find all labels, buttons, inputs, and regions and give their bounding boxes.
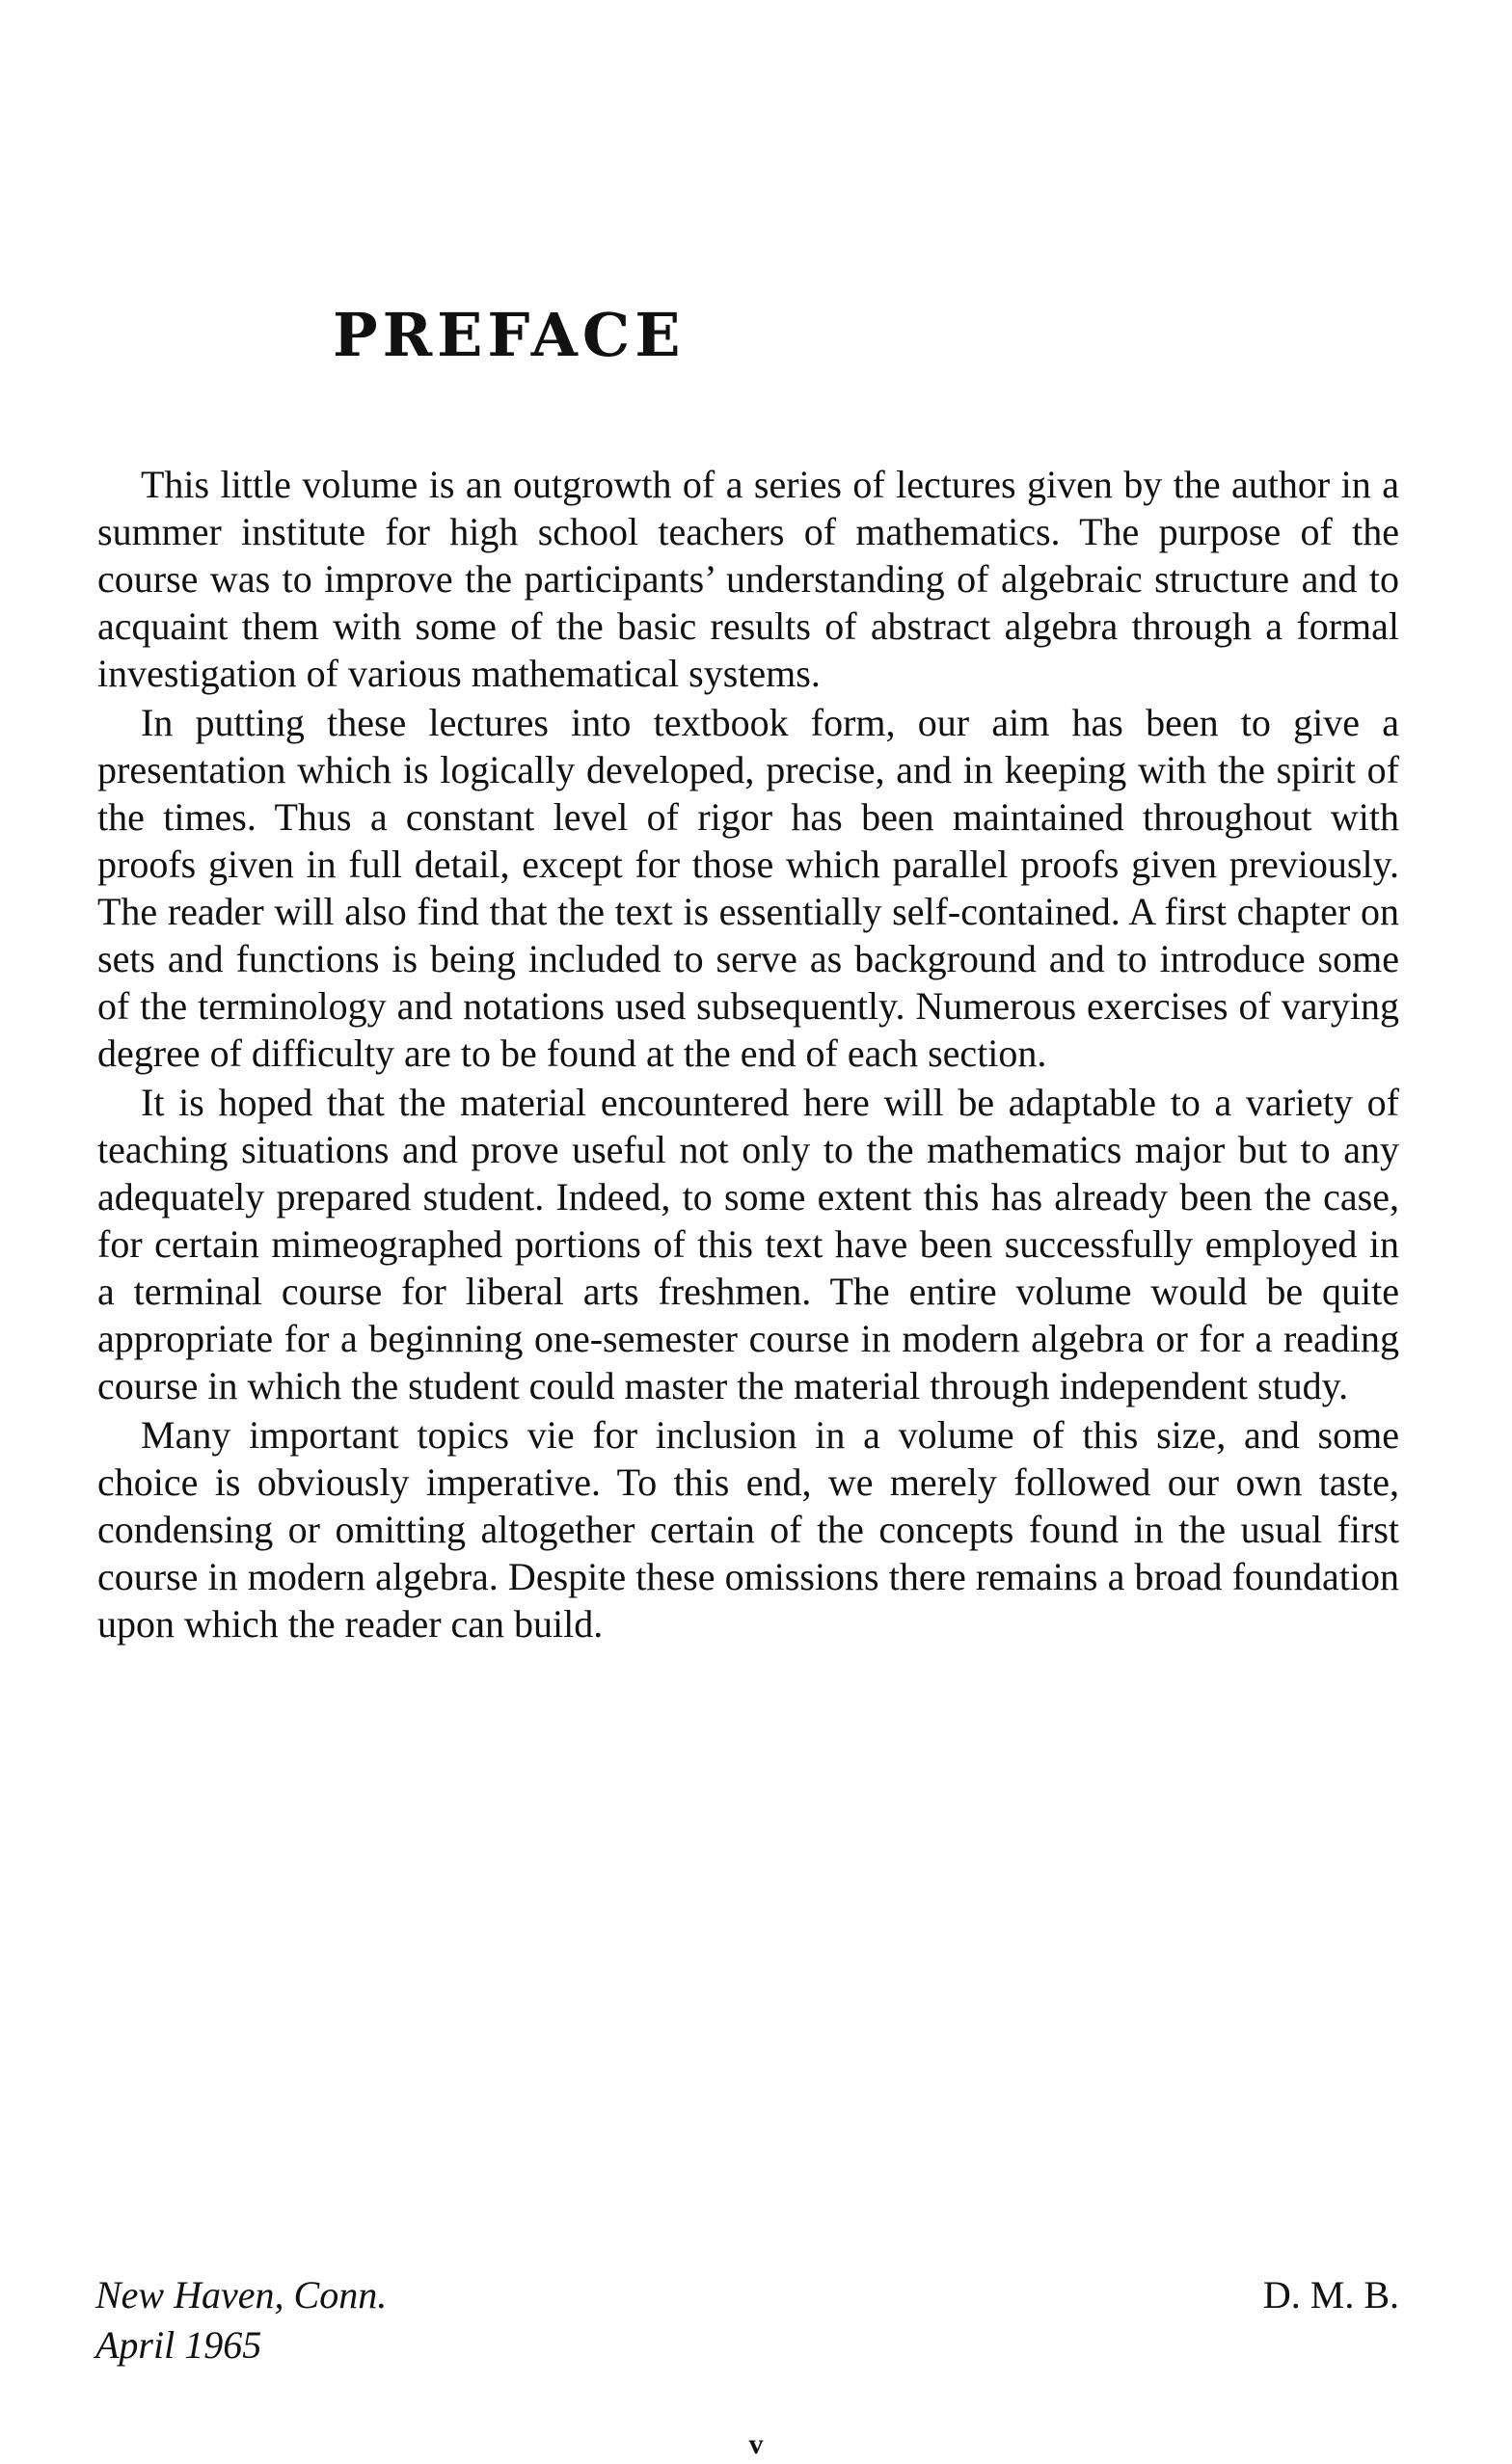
signature-date: April 1965 <box>95 2323 262 2367</box>
paragraph: In putting these lectures into textbook form, our aim has been to give a presentation which is logically developed, precise, and in keeping with the spirit of the times. Thus a constant level of rigor has been maintained throughout with proofs given in full detail, except for those which parallel proofs given previously. The reader will also find that the text is essentially self-contained. A first chapter on sets and functions is being included to serve as background and to introduce some of the terminology and notations used subsequently. Numerous exercises of varying degree of difficulty are to be found at the end of each section. <box>97 701 1399 1075</box>
page-number: v <box>748 2428 764 2460</box>
page-title: PREFACE <box>333 300 686 370</box>
paragraph: This little volume is an outgrowth of a series of lectures given by the author in a summer institute for high school teachers of mathematics. The purpose of the course was to improve the participants’ understanding of algebraic structure and to acquaint them with some of the basic results of abstract algebra through a formal investigation of various mathematical systems. <box>97 463 1399 695</box>
signature-initials: D. M. B. <box>1262 2273 1399 2317</box>
preface-body <box>97 461 1399 1649</box>
paragraph: Many important topics vie for inclusion in a volume of this size, and some choice is obviously imperative. To this end, we merely followed our own taste, condensing or omitting altogether certain of the concepts found in the usual first course in modern algebra. Despite these omissions there remains a broad foundation upon which the reader can build. <box>97 1413 1399 1646</box>
signature-place: New Haven, Conn. <box>95 2273 388 2317</box>
paragraph: It is hoped that the material encountered here will be adaptable to a variety of teaching situations and prove useful not only to the mathematics major but to any adequately prepared student. Indeed, to some extent this has already been the case, for certain mimeographed portions of this text have been successfully employed in a terminal course for liberal arts freshmen. The entire volume would be quite appropriate for a beginning one-semester course in modern algebra or for a reading course in which the student could master the material through independent study. <box>97 1081 1399 1407</box>
signature-place-date <box>95 2270 387 2370</box>
